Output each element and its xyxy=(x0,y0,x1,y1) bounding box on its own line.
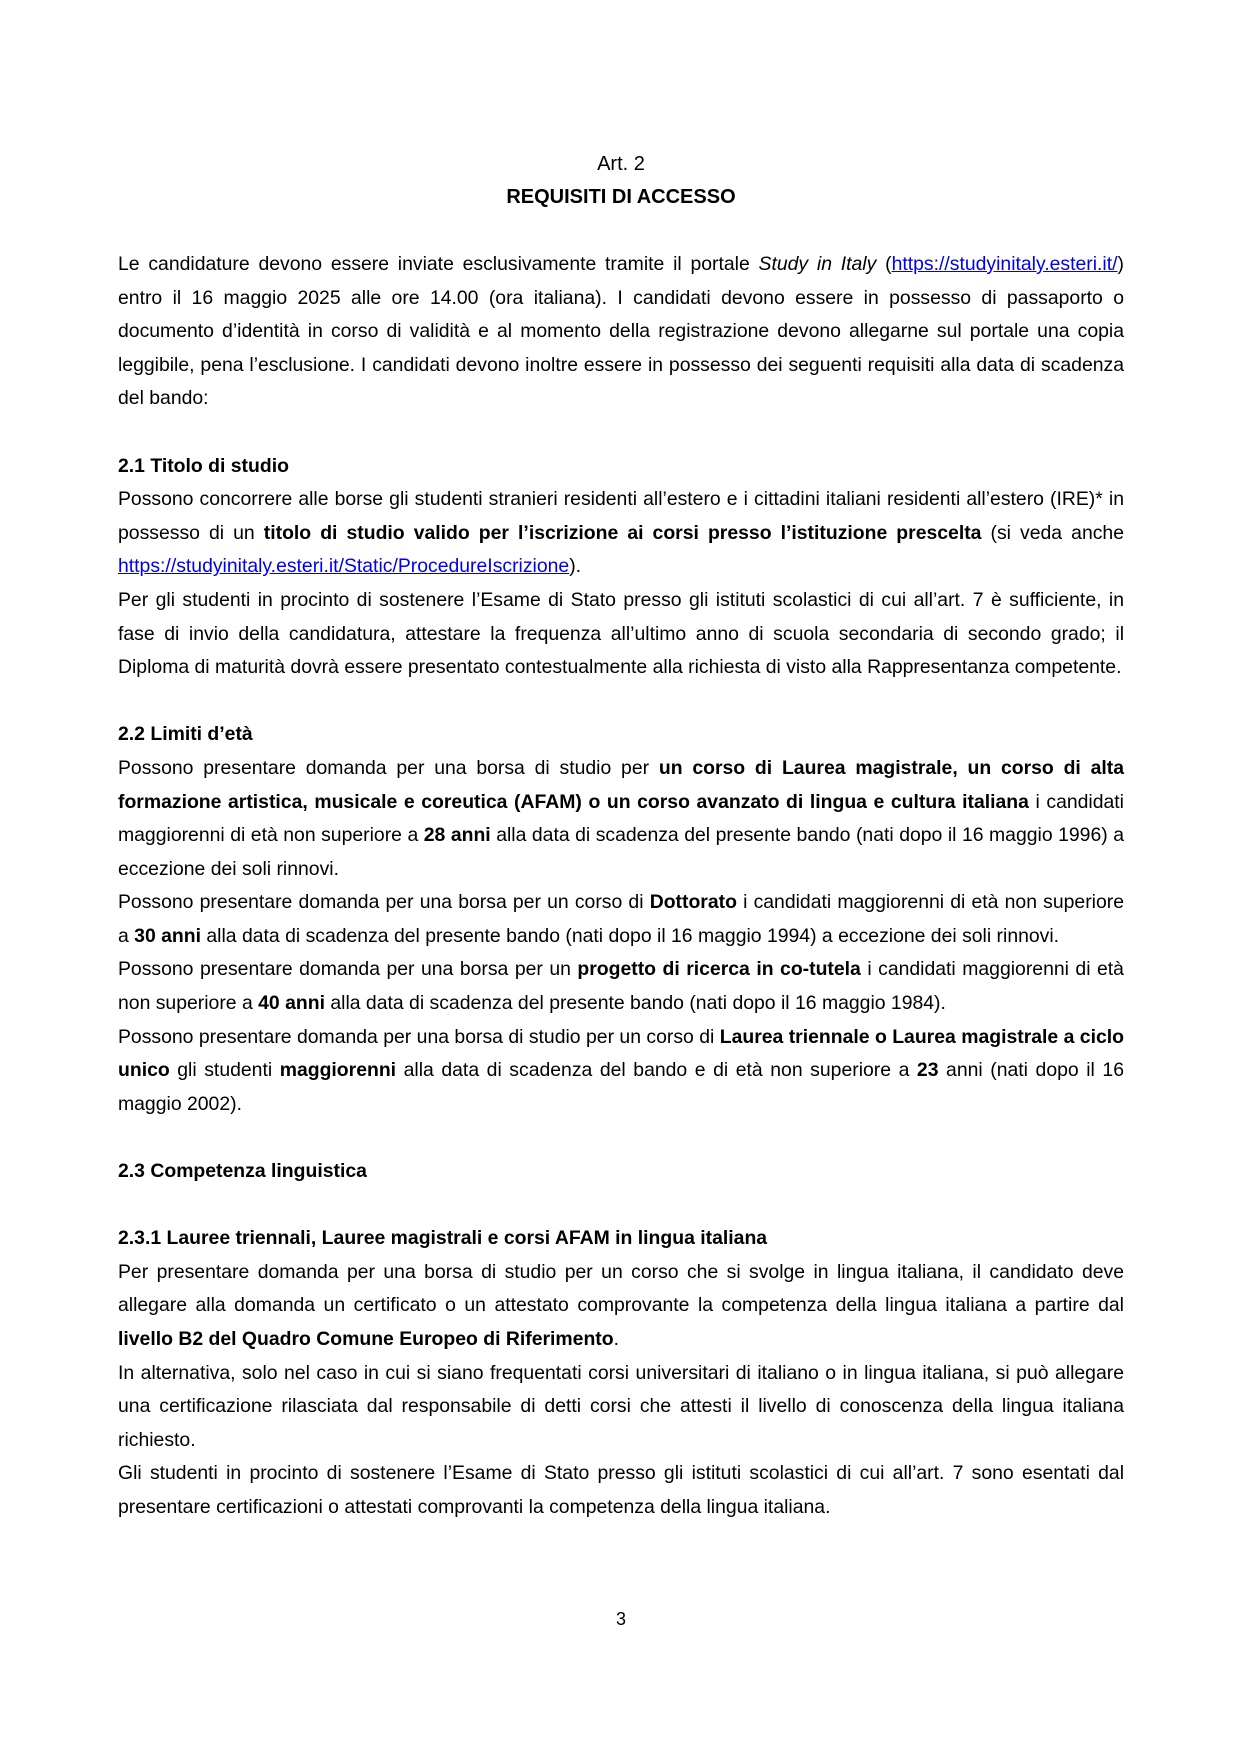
paragraph: In alternativa, solo nel caso in cui si siano frequentati corsi universitari di italiano o in lingua italiana, si può allegare una certificazione rilasciata dal responsabile di detti corsi che attesti il livello di conoscenza della lingua italiana richiesto. xyxy=(118,1361,1124,1451)
paragraph: Per presentare domanda per una borsa di studio per un corso che si svolge in lingua italiana, il candidato deve allegare alla domanda un certificato o un attestato comprovante la competenza della lingua italiana a partire dal livello B2 del Quadro Comune Europeo di Riferimento. xyxy=(118,1260,1124,1350)
section-heading-2-1: 2.1 Titolo di studio xyxy=(118,454,289,477)
paragraph: Possono presentare domanda per una borsa di studio per un corso di Laurea triennale o Laurea magistrale a ciclo unico gli studenti maggiorenni alla data di scadenza del bando e di età non superiore a 23 anni (nati dopo il 16 maggio 2002). xyxy=(118,1025,1124,1115)
paragraph: Possono concorrere alle borse gli studenti stranieri residenti all’estero e i cittadini italiani residenti all’estero (IRE)* in possesso di un titolo di studio valido per l’iscrizione ai corsi presso l’istituzione prescelta (si veda anche https://studyinitaly.esteri.it/Static/ProcedureIscrizione). xyxy=(118,488,1124,578)
section-heading-2-3: 2.3 Competenza linguistica xyxy=(118,1160,367,1183)
article-number: Art. 2 xyxy=(597,153,645,175)
paragraph: Possono presentare domanda per una borsa per un progetto di ricerca in co-tutela i candidati maggiorenni di età non superiore a 40 anni alla data di scadenza del presente bando (nati dopo il 16 maggio 1984). xyxy=(118,958,1124,1015)
paragraph: Gli studenti in procinto di sostenere l’Esame di Stato presso gli istituti scolastici di cui all’art. 7 sono esentati dal presentare certificazioni o attestati comprovanti la competenza della lingua italiana. xyxy=(118,1462,1124,1518)
section-heading-2-3-1: 2.3.1 Lauree triennali, Lauree magistrali e corsi AFAM in lingua italiana xyxy=(118,1227,768,1250)
paragraph: Possono presentare domanda per una borsa per un corso di Dottorato i candidati maggiorenni di età non superiore a 30 anni alla data di scadenza del presente bando (nati dopo il 16 maggio 1994) a eccezione dei soli rinnovi. xyxy=(118,891,1124,947)
document-body xyxy=(118,248,1124,1525)
article-title: REQUISITI DI ACCESSO xyxy=(506,186,736,208)
section-heading-2-2: 2.2 Limiti d’età xyxy=(118,723,253,746)
procedure-link[interactable]: https://studyinitaly.esteri.it/Static/ProcedureIscrizione xyxy=(118,555,570,578)
portal-name: Study in Italy xyxy=(758,253,877,275)
portal-link[interactable]: https://studyinitaly.esteri.it/ xyxy=(891,253,1118,275)
paragraph: Per gli studenti in procinto di sostenere l’Esame di Stato presso gli istituti scolastici di cui all’art. 7 è sufficiente, in fase di invio della candidatura, attestare la frequenza all’ultimo anno di scuola secondaria di secondo grado; il Diploma di maturità dovrà essere presentato contestualmente alla richiesta di visto alla Rappresentanza competente. xyxy=(118,588,1124,679)
page-number: 3 xyxy=(615,1609,626,1629)
paragraph: Possono presentare domanda per una borsa di studio per un corso di Laurea magistrale, un corso di alta formazione artistica, musicale e coreutica (AFAM) o un corso avanzato di lingua e cultura italiana i candidati maggiorenni di età non superiore a 28 anni alla data di scadenza del presente bando (nati dopo il 16 maggio 1996) a eccezione dei soli rinnovi. xyxy=(118,756,1125,880)
intro-paragraph: Le candidature devono essere inviate esclusivamente tramite il portale Study in Italy (https://studyinitaly.esteri.it/) entro il 16 maggio 2025 alle ore 14.00 (ora italiana). I candidati devono essere in possesso di passaporto o documento d’identità in corso di validità e al momento della registrazione devono allegarne sul portale una copia leggibile, pena l’esclusione. I candidati devono inoltre essere in possesso dei seguenti requisiti alla data di scadenza del bando: xyxy=(118,253,1124,410)
